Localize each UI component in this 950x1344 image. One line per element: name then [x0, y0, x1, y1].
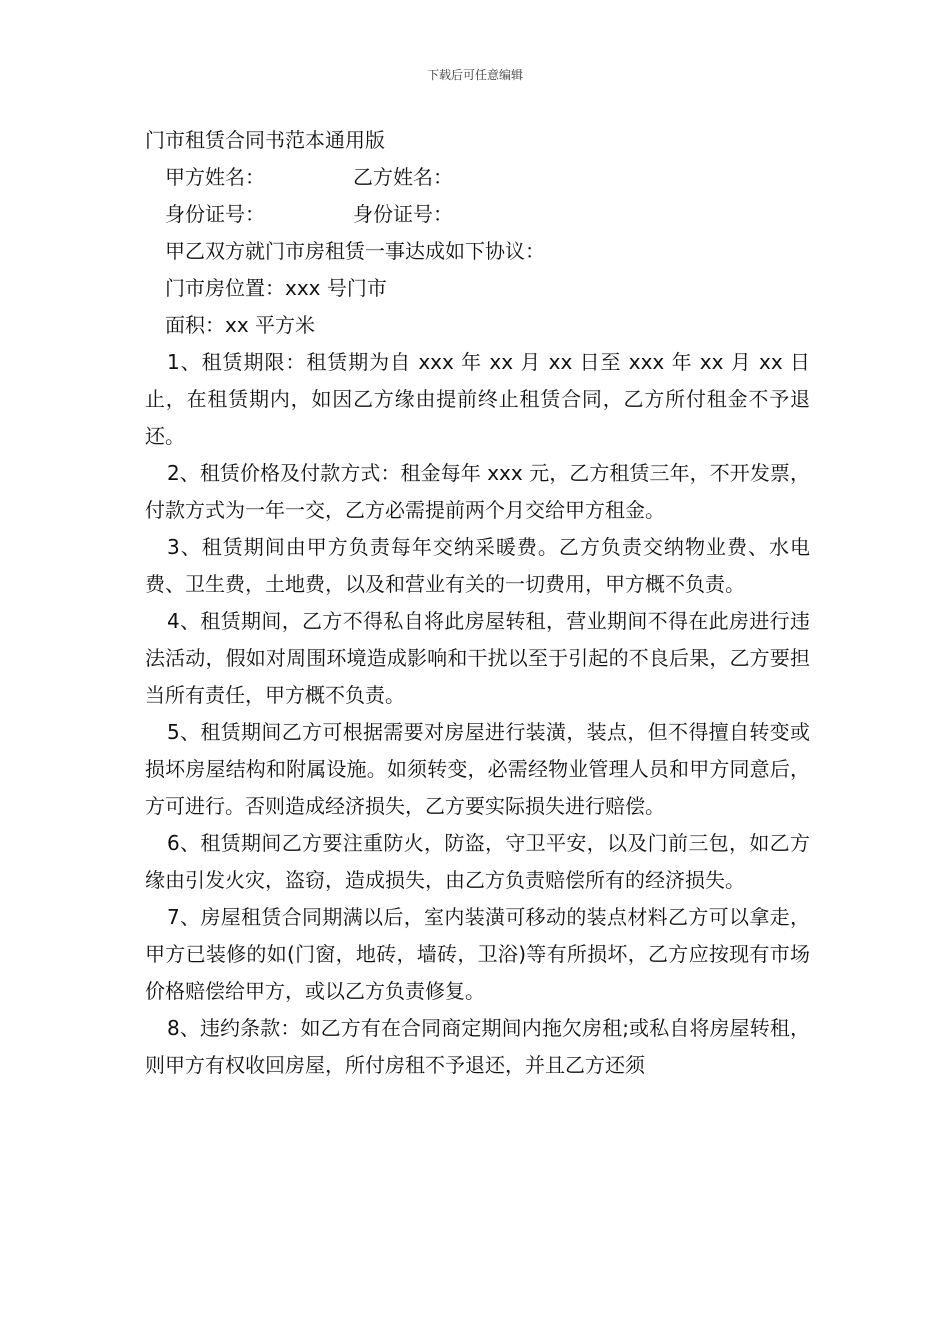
clause-8: 8、违约条款：如乙方有在合同商定期间内拖欠房租;或私自将房屋转租，则甲方有权收回房屋，所付房租不予退还，并且乙方还须: [145, 1016, 810, 1077]
clause-5: 5、租赁期间乙方可根据需要对房屋进行装潢，装点，但不得擅自转变或损坏房屋结构和附属设施。如须转变，必需经物业管理人员和甲方同意后，方可进行。否则造成经济损失，乙方要实际损失进行赔偿。: [145, 720, 810, 818]
party-a-name-label: 甲方姓名：: [165, 165, 265, 189]
contract-body: [145, 122, 810, 1084]
id-number-line: [145, 196, 810, 233]
clause-3: 3、租赁期间由甲方负责每年交纳采暖费。乙方负责交纳物业费、水电费、卫生费，土地费，以及和营业有关的一切费用，甲方概不负责。: [145, 535, 810, 596]
clause-4: 4、租赁期间，乙方不得私自将此房屋转租，营业期间不得在此房进行违法活动，假如对周围环境造成影响和干扰以至于引起的不良后果，乙方要担当所有责任，甲方概不负责。: [145, 609, 810, 707]
clause-2: 2、租赁价格及付款方式：租金每年 xxx 元，乙方租赁三年，不开发票，付款方式为一年一交，乙方必需提前两个月交给甲方租金。: [145, 461, 810, 522]
party-names-line: [145, 159, 810, 196]
shop-location: 门市房位置：xxx 号门市: [165, 276, 387, 300]
agreement-intro: 甲乙双方就门市房租赁一事达成如下协议：: [165, 239, 545, 263]
clause-7: 7、房屋租赁合同期满以后，室内装潢可移动的装点材料乙方可以拿走，甲方已装修的如(门窗，地砖，墙砖，卫浴)等有所损坏，乙方应按现有市场价格赔偿给甲方，或以乙方负责修复。: [145, 905, 810, 1003]
shop-area: 面积：xx 平方米: [165, 313, 316, 337]
document-title: 门市租赁合同书范本通用版: [145, 128, 385, 152]
clause-6: 6、租赁期间乙方要注重防火，防盗，守卫平安，以及门前三包，如乙方缘由引发火灾，盗窃，造成损失，由乙方负责赔偿所有的经济损失。: [145, 831, 810, 892]
party-b-name-label: 乙方姓名：: [353, 165, 453, 189]
party-b-id-label: 身份证号：: [353, 202, 453, 226]
party-a-id-label: 身份证号：: [165, 202, 265, 226]
header-note: 下载后可任意编辑: [426, 68, 523, 82]
clause-1: 1、租赁期限：租赁期为自 xxx 年 xx 月 xx 日至 xxx 年 xx 月 xx 日止，在租赁期内，如因乙方缘由提前终止租赁合同，乙方所付租金不予退还。: [145, 350, 810, 448]
